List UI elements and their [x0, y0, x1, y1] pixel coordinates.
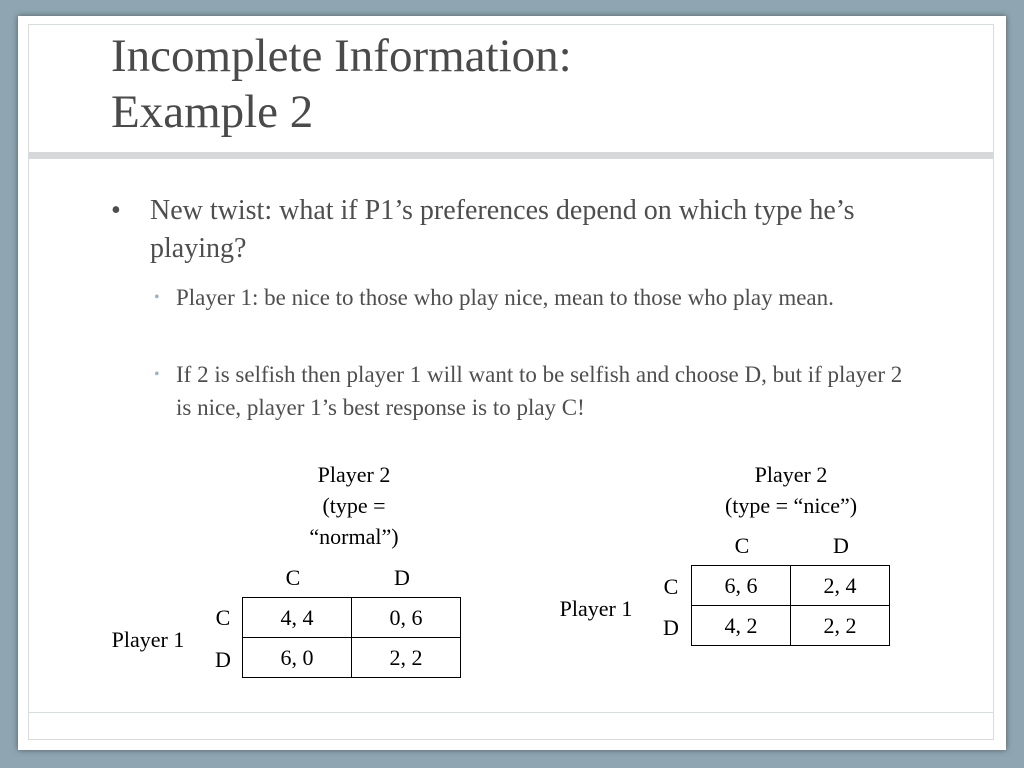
bullet-dot-icon: •	[154, 289, 160, 306]
payoff-cell: 0, 6	[352, 598, 461, 638]
game-nice-header-2: (type = “nice”)	[724, 493, 858, 518]
bullet-sub-2-text: If 2 is selfish then player 1 will want to be selfish and choose D, but if player 2 is nice, player 1’s best response is to play C!	[176, 362, 903, 420]
payoff-cell: 4, 2	[692, 606, 791, 646]
title-line-1: Incomplete Information:	[111, 30, 572, 82]
game-normal-payoff-table	[242, 597, 461, 678]
table-row	[243, 638, 461, 678]
table-row	[692, 566, 890, 606]
game-normal-col-c: C	[285, 565, 301, 590]
bullet-dot-icon: •	[111, 195, 121, 226]
game-nice-row-player: Player 1	[559, 596, 633, 621]
game-normal-row-c: C	[215, 605, 231, 630]
table-row	[692, 606, 890, 646]
game-nice-col-c: C	[734, 533, 750, 558]
game-nice-col-d: D	[833, 533, 849, 558]
payoff-cell: 6, 6	[692, 566, 791, 606]
bullet-main-text: New twist: what if P1’s preferences depend on which type he’s playing?	[150, 195, 855, 264]
bullet-dot-icon: •	[154, 366, 160, 383]
table-row	[243, 598, 461, 638]
title-line-2: Example 2	[111, 86, 314, 138]
game-normal-row-player: Player 1	[111, 627, 185, 652]
bullet-sub-1-text: Player 1: be nice to those who play nice, mean to those who play mean.	[176, 285, 834, 310]
game-normal-header-2: (type =	[322, 493, 386, 518]
game-normal-row-d: D	[215, 647, 231, 672]
payoff-cell: 4, 4	[243, 598, 352, 638]
payoff-cell: 6, 0	[243, 638, 352, 678]
slide-title	[111, 28, 931, 140]
game-normal-header-1: Player 2	[317, 462, 391, 487]
game-nice-payoff-table	[691, 565, 890, 646]
game-nice-row-d: D	[663, 615, 679, 640]
slide	[18, 16, 1006, 750]
game-nice-row-c: C	[663, 574, 679, 599]
title-divider	[29, 152, 993, 159]
payoff-cell: 2, 2	[352, 638, 461, 678]
payoff-cell: 2, 4	[791, 566, 890, 606]
game-nice-header-1: Player 2	[754, 462, 828, 487]
footer-divider	[29, 712, 993, 713]
game-normal-col-d: D	[394, 565, 410, 590]
game-normal-header-3: “normal”)	[309, 524, 399, 549]
payoff-cell: 2, 2	[791, 606, 890, 646]
